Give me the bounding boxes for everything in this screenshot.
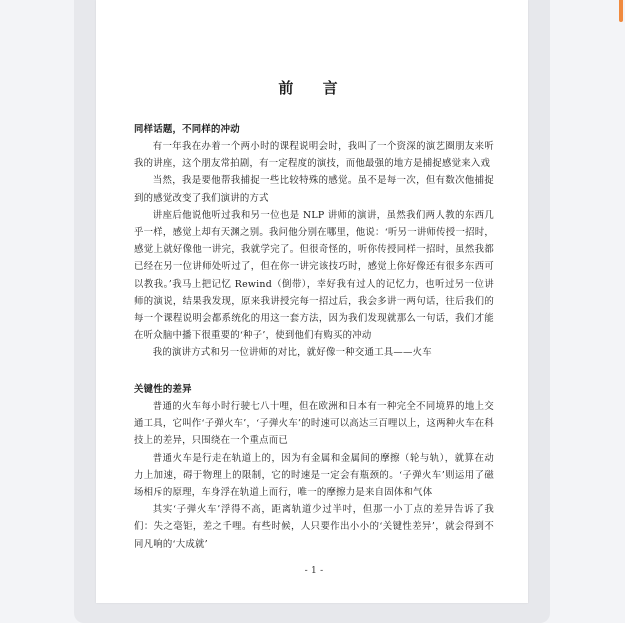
page-title: 前 言: [278, 79, 350, 97]
paragraph: 讲座后他说他听过我和另一位也是 NLP 讲师的演讲，虽然我们两人教的东西几乎一样，感觉上却有天渊之别。我问他分别在哪里，他说：‘听另一讲师传授一招时，感觉上就好像他一讲完，我就学完了。但很奇怪的，听你传授同样一招时，虽然我都已经在另一位讲师处听过了，但在你一讲完该技巧时，感觉上你好像还有很多东西可以教我。’我马上把记忆 Rewind（倒带），幸好我有过人的记忆力，也听过另一位讲师的演说，结果我发现，原来我讲授完每一招过后，我会多讲一两句话，往后我们的每一个课程说明会都系统化的用这一套方法，因为我们发现就那么一句话，我们才能在听众脑中播下很重要的‘种子’，使到他们有购买的冲动: [134, 209, 494, 342]
section-heading: 关键性的差异: [134, 384, 192, 395]
scroll-position-marker[interactable]: [619, 0, 623, 22]
paragraph: 普通火车是行走在轨道上的，因为有金属和金属间的摩擦（轮与轨），就算在动力上加速，碍于物理上的限制，它的时速是一定会有瓶颈的。‘子弹火车’则运用了磁场相斥的原理，车身浮在轨道上而行，唯一的摩擦力是来自固体和气体: [134, 452, 494, 499]
paragraph: 当然，我是要他帮我捕捉一些比较特殊的感觉。虽不是每一次，但有数次他捕捉到的感觉改变了我们演讲的方式: [134, 175, 494, 204]
document-page: [96, 0, 528, 603]
section-key-difference: [134, 381, 494, 553]
paragraph: 其实‘子弹火车’浮得不高，距离轨道少过半吋，但那一小丁点的差异告诉了我们：失之毫钜，差之千哩。有些时候，人只要作出小小的‘关键性差异’，就会得到不同凡响的‘大成就’: [134, 504, 494, 550]
paragraph: 普通的火车每小时行驶七八十哩，但在欧洲和日本有一种完全不同境界的地上交通工具，它叫作‘子弹火车’，‘子弹火车’的时速可以高达三百哩以上，这两种火车在科技上的差异，只围绕在一个重点而已: [134, 401, 494, 447]
section-same-topic: [134, 121, 494, 362]
paragraph: 有一年我在办着一个两小时的课程说明会时，我叫了一个资深的演艺圈朋友来听我的讲座，这个朋友常拍剧，有一定程度的演技，而他最强的地方是捕捉感觉来入戏: [134, 141, 494, 170]
page-number: - 1 -: [304, 566, 324, 576]
paragraph: 我的演讲方式和另一位讲师的对比，就好像一种交通工具——火车: [152, 347, 432, 359]
section-heading: 同样话题，不同样的冲动: [134, 124, 240, 135]
